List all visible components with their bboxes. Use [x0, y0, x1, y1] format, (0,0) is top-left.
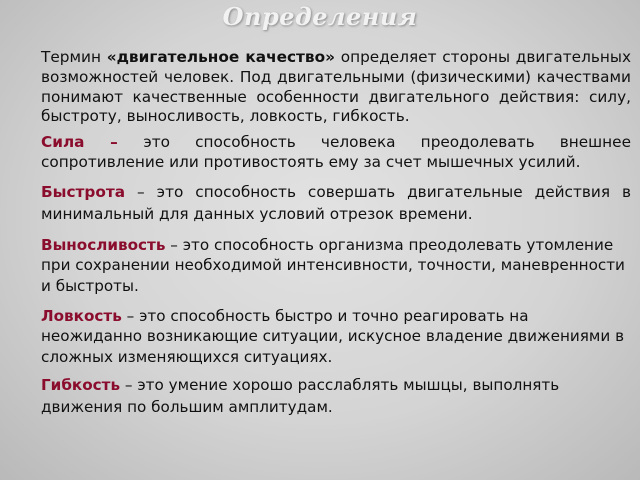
definition-strength — [41, 133, 631, 173]
definition-text-flexibility: это умение хорошо расслаблять мышцы, выполнять движения по большим амплитудам. — [41, 376, 560, 416]
definitions-content — [41, 48, 631, 418]
dash-agility: – — [121, 307, 140, 325]
definition-text-endurance: это способность организма преодолевать утомление при сохранении необходимой интенсивности, точности, маневренности и быстроты. — [41, 235, 625, 295]
term-speed: Быстрота — [41, 182, 126, 201]
definition-speed — [41, 181, 631, 225]
definition-text-strength: это способность человека преодолевать внешнее сопротивление или противостоять ему за счет мышечных усилий. — [41, 133, 631, 171]
definition-text-speed: это способность совершать двигательные действия в минимальный для данных условий отрезок времени. — [41, 182, 632, 223]
intro-prefix: Термин — [41, 48, 107, 66]
definition-flexibility — [41, 375, 631, 418]
term-strength: Сила — [41, 133, 85, 152]
intro-term: «двигательное качество» — [106, 48, 335, 66]
dash-strength: – — [84, 133, 144, 152]
definition-agility — [41, 306, 631, 367]
intro-paragraph — [41, 48, 631, 127]
dash-speed: – — [125, 182, 157, 201]
term-flexibility: Гибкость — [41, 376, 121, 395]
dash-endurance: – — [165, 235, 183, 254]
definition-text-agility: это способность быстро и точно реагировать на неожиданно возникающие ситуации, искусное владение движениями в сложных изменяющихся ситуациях. — [41, 307, 625, 366]
slide-title: Определения — [222, 2, 418, 31]
definition-endurance — [41, 235, 631, 296]
term-agility: Ловкость — [41, 307, 122, 325]
dash-flexibility: – — [120, 376, 138, 395]
term-endurance: Выносливость — [41, 235, 166, 254]
intro-text: определяет стороны двигательных возможностей человек. Под двигательными (физическими) качествами понимают качественные особенности двигательного действия: силу, быстроту, выносливость, ловкость, гибкость. — [41, 48, 631, 126]
